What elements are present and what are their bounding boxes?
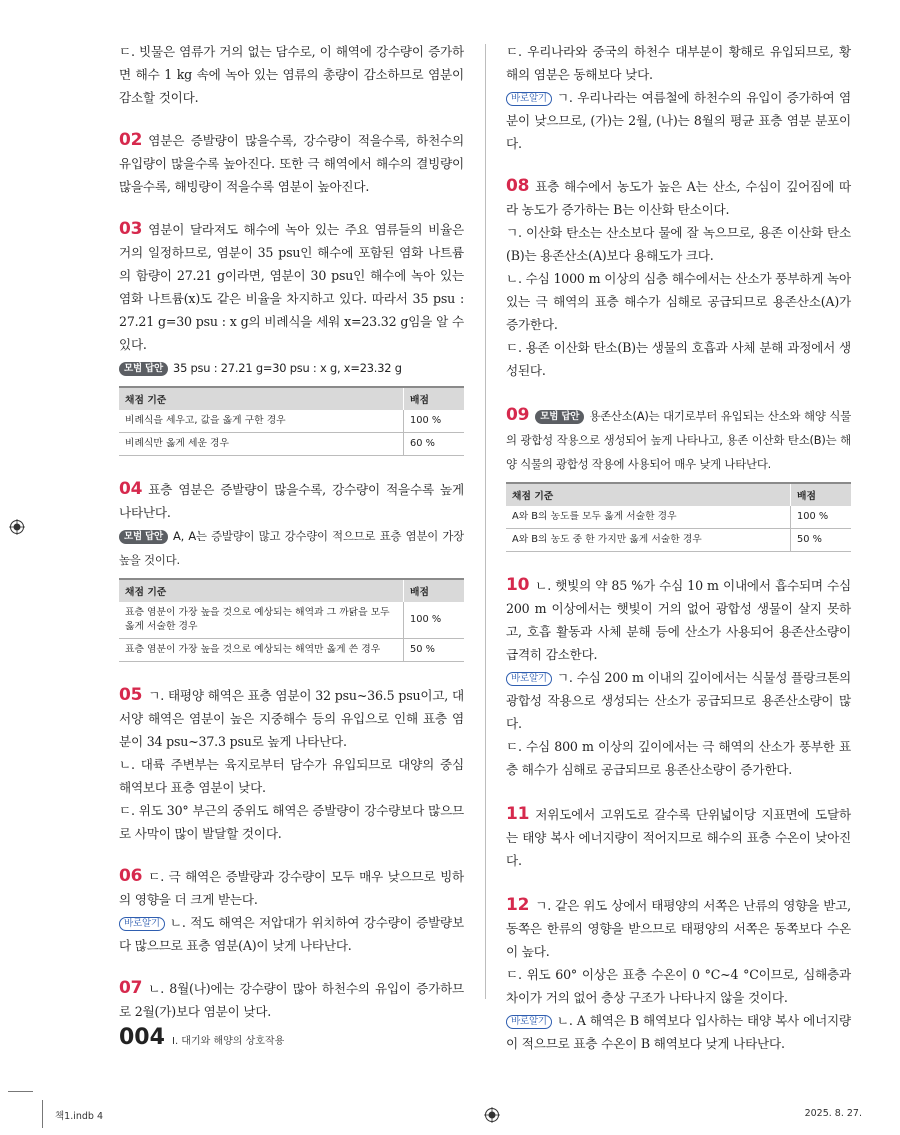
grading-table [506,482,851,552]
question-number: 12 [506,895,530,915]
question-number: 04 [119,479,143,499]
table-cell: 100 % [404,602,465,639]
paragraph: ㄴ. 햇빛의 약 85 %가 수심 10 m 이내에서 흡수되며 수심 200 m 이상에서는 햇빛이 거의 없어 광합성 생물이 살지 못하고, 호흡 활동과 사체 분해 등에 산소가 사용되어 용존산소량이 급격히 감소한다. [506,578,851,662]
crop-mark [8,1091,33,1092]
answer-11 [506,803,851,872]
paragraph: ㄷ. 빗물은 염류가 거의 없는 담수로, 이 해역에 강수량이 증가하면 해수 1 kg 속에 녹아 있는 염류의 총량이 감소하므로 염분이 감소할 것이다. [119,44,464,105]
table-cell: 100 % [404,410,465,433]
paragraph: ㄷ. 극 해역은 증발량과 강수량이 모두 매우 낮으므로 빙하의 영향을 더 크게 받는다. [119,869,464,907]
chapter-title: I. 대기와 해양의 상호작용 [172,1036,285,1047]
model-answer: A, A는 증발량이 많고 강수량이 적으므로 표층 염분이 가장 높을 것이다. [119,529,464,567]
paragraph: ㄱ. 태평양 해역은 표층 염분이 32 psu~36.5 psu이고, 대서양 해역은 염분이 높은 지중해수 등의 유입으로 인해 표층 염분이 34 psu~37.3 psu로 높게 나타난다. [119,688,464,749]
table-row [119,602,464,639]
table-cell: 표층 염분이 가장 높을 것으로 예상되는 해역과 그 까닭을 모두 옳게 서술한 경우 [119,602,404,639]
question-number: 02 [119,130,143,150]
paragraph: ㄷ. 위도 30° 부근의 중위도 해역은 증발량이 강수량보다 많으므로 사막이 많이 발달할 것이다. [119,803,464,841]
model-answer: 35 psu : 27.21 g=30 psu : x g, x=23.32 g [173,361,402,375]
question-number: 05 [119,685,143,705]
question-number: 08 [506,176,530,196]
answer-12 [506,894,851,1055]
crop-mark [42,1100,43,1128]
paragraph: ㄴ. 대륙 주변부는 육지로부터 담수가 유입되므로 대양의 중심 해역보다 표층 염분이 낮다. [119,757,464,795]
paragraph: ㄱ. 수심 200 m 이내의 깊이에서는 식물성 플랑크톤의 광합성 작용으로 생성되는 산소가 공급되므로 용존산소량이 많다. [506,670,851,731]
table-cell: 60 % [404,433,465,456]
right-column [506,40,851,1069]
question-number: 10 [506,575,530,595]
paragraph: ㄴ. 적도 해역은 저압대가 위치하여 강수량이 증발량보다 많으므로 표층 염분(A)이 낮게 나타난다. [119,915,464,953]
paragraph: ㄷ. 우리나라와 중국의 하천수 대부분이 황해로 유입되므로, 황해의 염분은 동해보다 낮다. [506,44,851,82]
paragraph: 표층 해수에서 농도가 높은 A는 산소, 수심이 깊어짐에 따라 농도가 증가하는 B는 이산화 탄소이다. [506,179,851,217]
registration-mark-icon [9,519,25,535]
table-row [119,639,464,662]
print-file-label: 책1.indb 4 [55,1111,104,1122]
table-header: 채점 기준 [119,579,404,602]
answer-05 [119,684,464,845]
table-header: 배점 [404,579,465,602]
correction-badge: 바로알기 [119,917,165,931]
paragraph: 저위도에서 고위도로 갈수록 단위넓이당 지표면에 도달하는 태양 복사 에너지량이 적어지므로 해수의 표층 수온이 낮아진다. [506,807,851,868]
question-number: 11 [506,804,530,824]
question-number: 06 [119,866,143,886]
table-cell: 50 % [404,639,465,662]
paragraph: ㄴ. A 해역은 B 해역보다 입사하는 태양 복사 에너지량이 적으므로 표층 수온이 B 해역보다 낮게 나타난다. [506,1013,851,1051]
table-header: 채점 기준 [119,387,404,410]
table-cell: A와 B의 농도 중 한 가지만 옳게 서술한 경우 [506,529,791,552]
paragraph: ㄷ. 위도 60° 이상은 표층 수온이 0 °C~4 °C이므로, 심해층과 차이가 거의 없어 층상 구조가 나타나지 않을 것이다. [506,967,851,1005]
table-row [506,506,851,529]
correction-badge: 바로알기 [506,672,552,686]
answer-09 [506,404,851,552]
answer-08 [506,175,851,382]
table-header: 채점 기준 [506,483,791,506]
paragraph: ㄱ. 우리나라는 여름철에 하천수의 유입이 증가하여 염분이 낮으므로, (가)는 2월, (나)는 8월의 평균 표층 염분 분포이다. [506,90,851,151]
page-number: 004 [119,1025,165,1050]
print-date-label: 2025. 8. 27. [804,1108,862,1119]
left-column [119,40,464,1037]
question-number: 07 [119,978,143,998]
answer-04 [119,478,464,662]
paragraph: 표층 염분은 증발량이 많을수록, 강수량이 적을수록 높게 나타난다. [119,482,464,520]
table-cell: 표층 염분이 가장 높을 것으로 예상되는 해역만 옳게 쓴 경우 [119,639,404,662]
table-row [119,433,464,456]
grading-table [119,386,464,456]
model-answer-badge: 모범 답안 [119,362,168,376]
correction-badge: 바로알기 [506,92,552,106]
paragraph: ㄷ. 용존 이산화 탄소(B)는 생물의 호흡과 사체 분해 과정에서 생성된다. [506,340,851,378]
table-header: 배점 [404,387,465,410]
table-cell: A와 B의 농도를 모두 옳게 서술한 경우 [506,506,791,529]
table-cell: 50 % [791,529,852,552]
table-cell: 100 % [791,506,852,529]
correction-badge: 바로알기 [506,1015,552,1029]
table-header: 배점 [791,483,852,506]
paragraph: ㄷ. 수심 800 m 이상의 깊이에서는 극 해역의 산소가 풍부한 표층 해수가 심해로 공급되므로 용존산소량이 증가한다. [506,739,851,777]
answer-02 [119,129,464,198]
table-row [506,529,851,552]
grading-table [119,578,464,662]
table-cell: 비례식을 세우고, 값을 옳게 구한 경우 [119,410,404,433]
answer-06 [119,865,464,957]
registration-mark-icon [484,1107,500,1123]
table-row [119,410,464,433]
answer-10 [506,574,851,781]
paragraph: ㄱ. 이산화 탄소는 산소보다 물에 잘 녹으므로, 용존 이산화 탄소(B)는 용존산소(A)보다 용해도가 크다. [506,225,851,263]
paragraph: ㄴ. 수심 1000 m 이상의 심층 해수에서는 산소가 풍부하게 녹아 있는 극 해역의 표층 해수가 심해로 공급되므로 용존산소(A)가 증가한다. [506,271,851,332]
question-number: 09 [506,405,530,425]
question-number: 03 [119,219,143,239]
model-answer-badge: 모범 답안 [535,410,584,424]
paragraph: 염분이 달라져도 해수에 녹아 있는 주요 염류들의 비율은 거의 일정하므로, 염분이 35 psu인 해수에 포함된 염화 나트륨의 함량이 27.21 g이라면, 염분이 30 psu인 해수에 녹아 있는 염화 나트륨(x)도 같은 비율을 차지하고 있다. 따라서 35 psu : 27.21 g=30 psu : x g의 비례식을 세워 x=23.32 g임을 알 수 있다. [119,222,464,352]
paragraph: ㄴ. 8월(나)에는 강수량이 많아 하천수의 유입이 증가하므로 2월(가)보다 염분이 낮다. [119,981,464,1019]
answer-03 [119,218,464,456]
table-cell: 비례식만 옳게 세운 경우 [119,433,404,456]
model-answer: 용존산소(A)는 대기로부터 유입되는 산소와 해양 식물의 광합성 작용으로 생성되어 높게 나타나고, 용존 이산화 탄소(B)는 해양 식물의 광합성 작용에 사용되어 매우 낮게 나타난다. [506,409,851,471]
column-divider [485,44,486,999]
model-answer-badge: 모범 답안 [119,530,168,544]
paragraph: 염분은 증발량이 많을수록, 강수량이 적을수록, 하천수의 유입량이 많을수록 높아진다. 또한 극 해역에서 해수의 결빙량이 많을수록, 해빙량이 적을수록 염분이 높아진다. [119,133,464,194]
paragraph: ㄱ. 같은 위도 상에서 태평양의 서쪽은 난류의 영향을 받고, 동쪽은 한류의 영향을 받으므로 태평양의 서쪽은 동쪽보다 수온이 높다. [506,898,851,959]
answer-07 [119,977,464,1023]
